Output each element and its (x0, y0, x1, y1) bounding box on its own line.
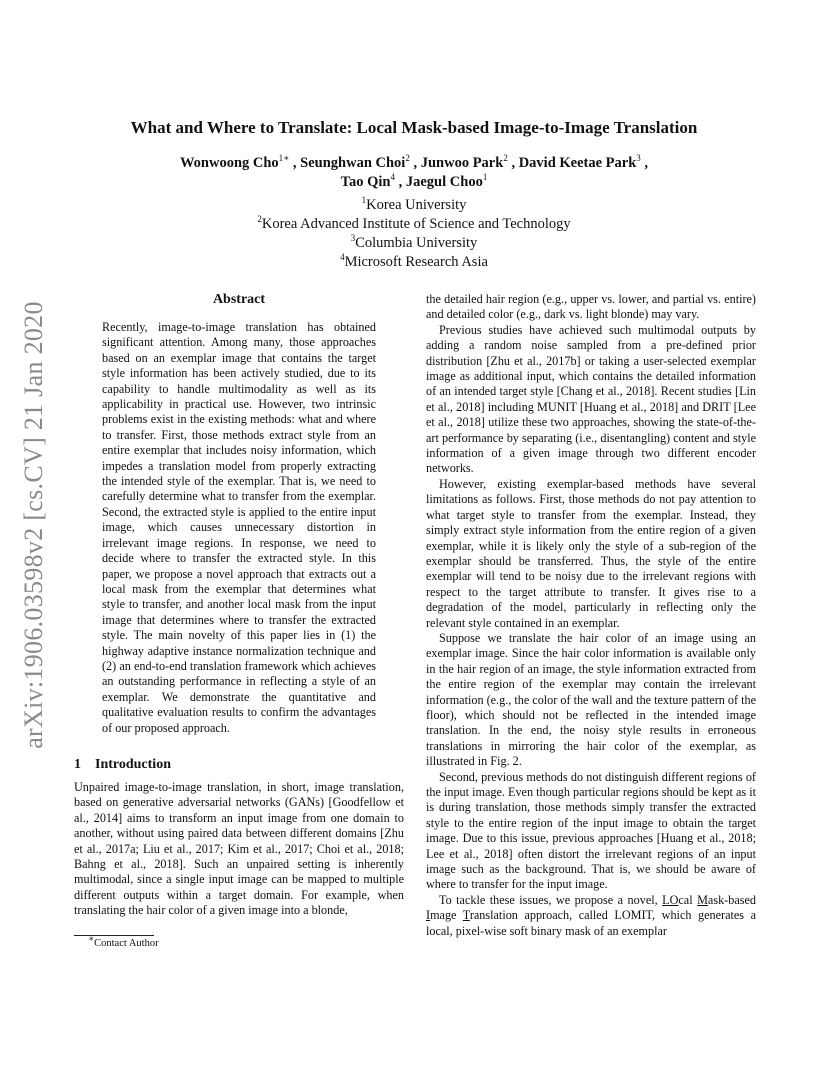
section-title: Introduction (95, 757, 171, 772)
author-superscript: 2 (503, 153, 508, 164)
author-superscript: 3 (636, 153, 641, 164)
footnote (88, 933, 159, 949)
author-superscript: 1∗ (278, 153, 290, 164)
acronym-letter: M (697, 892, 708, 907)
affiliation-name: Korea Advanced Institute of Science and Technology (261, 216, 571, 232)
author-name: Seunghwan Choi (300, 155, 406, 171)
author-name: Jaegul Choo (405, 174, 483, 190)
abstract-body: Recently, image-to-image translation has obtained significant attention. Among many, those approaches based on an exemplar image that contains the target style information has been actively studied, due to its capability to handle multimodality as well as its applicability in practical use. However, two intrinsic problems exist in the existing methods: what and where to transfer. First, those methods extract style from an entire exemplar that includes noisy information, which impedes a translation model from properly extracting the intended style of the exemplar. That is, we need to carefully determine what to transfer from the exemplar. Second, the extracted style is applied to the entire input image, which causes unnecessary distortion in irrelevant image regions. In response, we need to decide where to transfer the extracted style. In this paper, we propose a novel approach that extracts out a local mask from the exemplar that determines what style to transfer, and another local mask from the input image that determines where to transfer the extracted style. The main novelty of this paper lies in (1) the highway adaptive instance normalization technique and (2) an end-to-end translation framework which achieves an outstanding performance in reflecting a style of an exemplar. We demonstrate the quantitative and qualitative evaluation results to confirm the advantages of our proposed approach. (102, 320, 376, 735)
arxiv-stamp-container (15, 290, 53, 760)
affiliation (60, 234, 768, 253)
body-paragraph: Suppose we translate the hair color of an image using an exemplar image. Since the hair color information is available only in the hair region of an image, the style information extracted from the entire region of the exemplar may contain the irrelevant information (e.g., the color of the wall and the texture pattern of the floor), which should not be reflected in the intended image translation. In the end, the noisy style results in erroneous translations in mirroring the hair color of the exemplar, as illustrated in Fig. 2. (426, 630, 756, 769)
affiliation-superscript: 1 (361, 195, 367, 206)
lomit-text: ask-based (707, 892, 756, 907)
author-name: Wonwoong Cho (179, 155, 279, 171)
intro-paragraph: Unpaired image-to-image translation, in short, image translation, based on generative adversarial networks (GANs) [Goodfellow et al., 2014] aims to transform an input image from one domain to another, without using paired data between different domains [Zhu et al., 2017a; Liu et al., 2017; Kim et al., 2017; Choi et al., 2018; Bahng et al., 2018]. Such an unpaired setting is inherently multimodal, since a single input image can be mapped to multiple different outputs within a target domain. For example, when translating the hair color of a given image into a blonde, (74, 780, 404, 918)
lomit-text: ranslation approach, called LOMIT, which generates a local, pixel-wise soft binary mask of an exemplar (426, 908, 756, 938)
affiliation-superscript: 3 (350, 233, 356, 244)
affiliation-superscript: 4 (340, 252, 345, 263)
author-row-1 (60, 154, 768, 173)
author-separator: , (395, 174, 406, 190)
author-separator: , (640, 155, 649, 171)
lomit-text: cal (678, 892, 698, 907)
affiliation-name: Microsoft Research Asia (344, 254, 488, 270)
acronym-letter: LO (662, 892, 679, 907)
author-list (60, 154, 768, 192)
author-separator: , (409, 155, 421, 171)
affiliation-name: Korea University (366, 197, 467, 213)
author-superscript: 2 (405, 153, 410, 164)
abstract-heading: Abstract (212, 292, 266, 307)
author-separator: , (507, 155, 519, 171)
author-name: David Keetae Park (518, 155, 637, 171)
acronym-letter: T (462, 908, 470, 923)
body-paragraph: Second, previous methods do not distinguish different regions of the input image. Even though particular regions should be kept as it is during translation, those methods simply transfer the extracted style to the entire region of the input image to obtain the target image. Due to this issue, previous approaches [Huang et al., 2018; Lee et al., 2018] often distort the irrelevant regions of an input image such as the background. That is, we should be aware of where to transfer for the input image. (426, 769, 756, 892)
affiliation (60, 196, 768, 215)
footnote-text: Contact Author (94, 938, 159, 949)
body-paragraph: the detailed hair region (e.g., upper vs. lower, and partial vs. entire) and detailed color (e.g., dark vs. light blonde) may vary. (426, 292, 756, 322)
author-row-2 (60, 173, 768, 192)
footnote-rule (74, 935, 154, 936)
affiliation-superscript: 2 (257, 214, 262, 225)
section-heading (74, 757, 171, 773)
footnote-mark: ∗ (88, 933, 95, 944)
affiliation (60, 215, 768, 234)
author-superscript: 4 (390, 172, 395, 183)
lomit-text: To tackle these issues, we propose a novel, (439, 892, 663, 907)
body-paragraph: Previous studies have achieved such multimodal outputs by adding a random noise sampled from a pre-defined prior distribution [Zhu et al., 2017b] or taking a user-selected exemplar image as additional input, which contains the detailed information of an intended target style [Chang et al., 2018]. Recent studies [Lin et al., 2018] including MUNIT [Huang et al., 2018] and DRIT [Lee et al., 2018] utilize these two approaches, showing the state-of-the-art performance by separating (i.e., disentangling) content and style information of a given image through two different encoder networks. (426, 322, 756, 476)
right-column (426, 292, 756, 939)
lomit-paragraph (426, 893, 756, 939)
affiliation (60, 253, 768, 272)
author-superscript: 1 (482, 172, 488, 183)
introduction-column (74, 780, 404, 919)
affiliation-name: Columbia University (355, 235, 478, 251)
affiliation-list (60, 196, 768, 272)
arxiv-identifier: arXiv:1906.03598v2 [cs.CV] 21 Jan 2020 (19, 301, 48, 749)
author-separator: , (289, 155, 301, 171)
author-name: Junwoo Park (420, 155, 504, 171)
lomit-text: mage (430, 908, 463, 923)
paper-title: What and Where to Translate: Local Mask-based Image-to-Image Translation (130, 118, 698, 137)
author-name: Tao Qin (340, 174, 391, 190)
section-number: 1 (74, 757, 81, 772)
acronym-letter: I (426, 908, 431, 923)
body-paragraph: However, existing exemplar-based methods have several limitations as follows. First, those methods do not pay attention to what target style to transfer from the exemplar. Instead, they simply extract style information from the entire region of a given exemplar, while it is likely only the style of a sub-region of the exemplar should be transferred. Thus, the style of the entire exemplar will tend to be noisy due to the irrelevant regions with respect to the target attribute to transfer. It gives rise to a degradation of the model, particularly in reflecting only the relevant style contained in an exemplar. (426, 476, 756, 630)
